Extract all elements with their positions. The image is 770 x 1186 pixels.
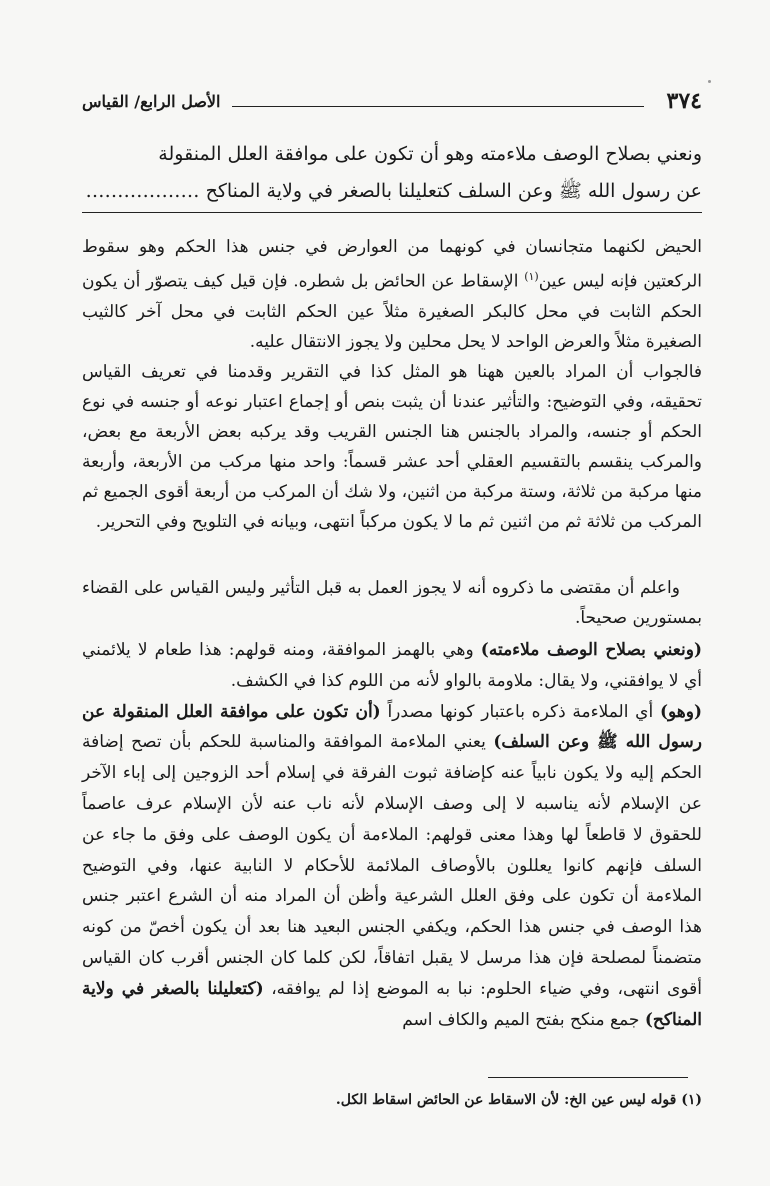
commentary-paragraph <box>82 232 702 357</box>
commentary-paragraph: واعلم أن مقتضى ما ذكروه أنه لا يجوز العمل به قبل التأثير وليس القياس على القضاء بمستورين صحيحاً. <box>82 578 702 628</box>
quoted-matn: (كتعليلنا بالصغر في ولاية المناكح) <box>82 978 702 1030</box>
matn-line <box>82 173 702 210</box>
commentary-block <box>82 573 702 633</box>
commentary-text: وهي بالهمز الموافقة، ومنه قولهم: هذا طعام لا يلائمني أي لا يوافقني، ولا يقال: ملاومة بالواو لأنه من اللوم كذا في الكشف. <box>82 640 702 691</box>
quoted-matn: (وهو) <box>659 701 702 722</box>
commentary-text: الحيض لكنهما متجانسان في كونهما من العوارض في جنس هذا الحكم وهو سقوط الركعتين فإنه ليس عين <box>82 237 702 292</box>
commentary-paragraph <box>82 635 702 1035</box>
commentary-block <box>82 232 702 537</box>
footnote-divider <box>488 1077 688 1078</box>
commentary-text: جمع منكح بفتح الميم والكاف اسم <box>402 1009 645 1030</box>
commentary-paragraph: فالجواب أن المراد بالعين ههنا هو المثل كذا في التقرير وقدمنا في تعريف القياس تحقيقه، وفي التوضيح: والتأثير عندنا أن يثبت بنص أو إجماع اعتبار نوعه أو جنسه في نوع الحكم أو جنسه، والمراد بالجنس هنا الجنس القريب وقد يركبه بعض الأربعة مع بعض، والمركب ينقسم بالتقسيم العقلي أحد عشر قسماً: واحد منها مركب من الأربعة، وأربعة منها مركبة من ثلاثة، وستة مركبة من اثنين، ولا شك أن المركب من أربعة أقوى الجميع ثم المركب من ثلاثة ثم من اثنين ثم ما لا يكون مركباً انتهى، وبيانه في التلويح وفي التحرير. <box>82 361 702 532</box>
commentary-text: يعني الملاءمة الموافقة والمناسبة للحكم بأن تصح إضافة الحكم إليه ولا يكون نابياً عنه كإضافة ثبوت الفرقة في إسلام أحد الزوجين إلى إباء الآخر عن الإسلام لأنه يناسبه لا إلى وصف الإسلام لأنه ناب عنه لأن الإسلام عرف عاصماً للحقوق لا قاطعاً لها وهذا معنى قولهم: الملاءمة أن يكون الوصف على وفق ما جاء عن السلف فإنهم كانوا يعللون بالأوصاف الملائمة للأحكام لا النابية عنها، وفي التوضيح الملاءمة أن تكون على وفق العلل الشرعية وأظن أن المراد منه أن الشرع اعتبر جنس هذا الوصف في جنس هذا الحكم، ويكفي الجنس البعيد هنا بعد أن يكون أخصّ من كونه متضمناً لمصلحة فإن هذا مرسل لا يقبل اتفاقاً، لكن كلما كان الجنس أقرب كان القياس أقوى انتهى، وفي ضياء الحلوم: نبا به الموضع إذا لم يوافقه، <box>82 732 702 999</box>
commentary-text: الإسقاط عن الحائض بل شطره. فإن قيل كيف يتصوّر أن يكون الحكم الثابت في محل كالبكر الصغيرة مثلاً عين الحكم الثابت في محل آخر كالثيب الصغيرة مثلاً والعرض الواحد لا يحل محلين ولا يجوز الانتقال عليه. <box>82 271 702 352</box>
quoted-matn: (أن تكون على موافقة العلل المنقولة عن رسول الله ﷺ وعن السلف) <box>82 701 702 753</box>
quoted-matn: (ونعني بصلاح الوصف ملاءمته) <box>480 640 702 660</box>
page-header <box>82 88 702 118</box>
commentary-text: أي الملاءمة ذكره باعتبار كونها مصدراً <box>380 701 660 722</box>
matn-divider <box>82 212 702 213</box>
header-rule <box>232 106 644 107</box>
matn-dots: ……………… <box>85 180 200 202</box>
scan-speck <box>708 80 711 83</box>
footnote-ref: (١) <box>524 270 539 283</box>
commentary-block <box>82 635 702 1035</box>
matn-text <box>82 136 702 210</box>
page-number: ٣٧٤ <box>666 88 702 114</box>
matn-line: ونعني بصلاح الوصف ملاءمته وهو أن تكون على موافقة العلل المنقولة <box>158 143 702 165</box>
footnote: (١) قوله ليس عين الخ: لأن الاسقاط عن الحائض اسقاط الكل. <box>335 1092 702 1108</box>
section-title: الأصل الرابع/ القياس <box>82 92 221 111</box>
matn-line-text: عن رسول الله ﷺ وعن السلف كتعليلنا بالصغر في ولاية المناكح <box>205 180 702 202</box>
